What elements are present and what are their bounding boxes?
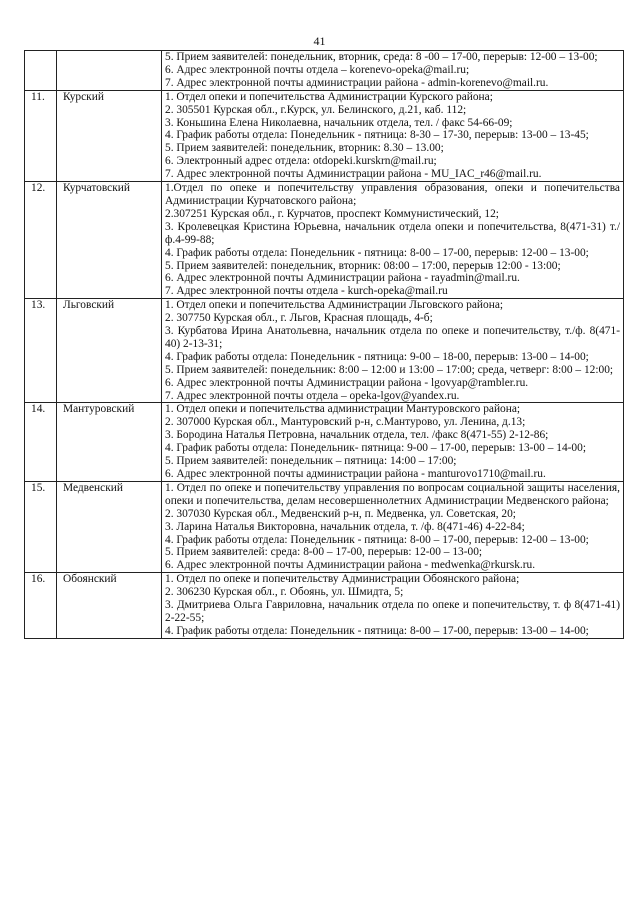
info-line: 2. 307000 Курская обл., Мантуровский р-н, с.Мантурово, ул. Ленина, д.13; <box>165 416 526 429</box>
row-number: 13. <box>25 299 57 403</box>
department-info <box>162 90 624 181</box>
info-line: 3. Ларина Наталья Викторовна, начальник отдела, т. /ф. 8(471-46) 4-22-84; <box>165 520 525 533</box>
page-number: 41 <box>313 34 326 48</box>
table-row <box>25 299 624 403</box>
info-line: 3. Бородина Наталья Петровна, начальник отдела, тел. /факс 8(471-55) 2-12-86; <box>165 429 549 442</box>
info-line: 6. Адрес электронной почты Администрации района - lgovyap@rambler.ru. <box>165 376 529 389</box>
info-line: 3. Кролевецкая Кристина Юрьевна, начальник отдела опеки и попечительства, 8(471-31) т./ф.4-99-88; <box>165 220 620 246</box>
info-line: 4. График работы отдела: Понедельник - пятница: 8-00 – 17-00, перерыв: 13-00 – 14-00; <box>165 624 589 637</box>
info-line: 6. Адрес электронной почты Администрации района - rayadmin@mail.ru. <box>165 272 520 285</box>
guardianship-departments-table <box>24 50 624 639</box>
table-row <box>25 90 624 181</box>
info-line: 5. Прием заявителей: понедельник, вторник: 8.30 – 13.00; <box>165 142 444 155</box>
info-line: 4. График работы отдела: Понедельник - пятница: 8-00 – 17-00, перерыв: 12-00 – 13-00; <box>165 246 589 259</box>
info-line: 6. Адрес электронной почты администрации района - manturovo1710@mail.ru. <box>165 468 546 480</box>
department-info <box>162 573 624 639</box>
info-line: 7. Адрес электронной почты администрации района - admin-korenevo@mail.ru. <box>165 76 549 89</box>
row-number <box>25 51 57 91</box>
info-line: 3. Коньшина Елена Николаевна, начальник отдела, тел. / факс 54-66-09; <box>165 116 513 129</box>
table-row <box>25 51 624 91</box>
info-line: 6. Адрес электронной почты отдела – korenevo-opeka@mail.ru; <box>165 63 470 76</box>
info-line: 1. Отдел опеки и попечительства Администрации Льговского района; <box>165 299 504 312</box>
info-line: 1. Отдел опеки и попечительства Администрации Курского района; <box>165 90 493 103</box>
info-line: 2. 306230 Курская обл., г. Обоянь, ул. Шмидта, 5; <box>165 586 404 599</box>
row-number: 12. <box>25 182 57 299</box>
info-line: 4. График работы отдела: Понедельник - пятница: 8-30 – 17-30, перерыв: 13-00 – 13-45; <box>165 129 589 142</box>
info-line: 1. Отдел опеки и попечительства администрации Мантуровского района; <box>165 403 521 416</box>
table-row <box>25 403 624 481</box>
district-name: Курчатовский <box>57 182 162 299</box>
info-line: 4. График работы отдела: Понедельник - пятница: 8-00 – 17-00, перерыв: 12-00 – 13-00; <box>165 533 589 546</box>
info-line: 2.307251 Курская обл., г. Курчатов, проспект Коммунистический, 12; <box>165 207 499 220</box>
info-line: 4. График работы отдела: Понедельник- пятница: 9-00 – 17-00, перерыв: 13-00 – 14-00; <box>165 442 586 455</box>
department-info <box>162 182 624 299</box>
info-line: 1. Отдел по опеке и попечительству Администрации Обоянского района; <box>165 573 520 586</box>
table-row <box>25 573 624 639</box>
district-name: Курский <box>57 90 162 181</box>
info-line: 5. Прием заявителей: понедельник, вторник, среда: 8 -00 – 17-00, перерыв: 12-00 – 13-00; <box>165 51 598 63</box>
table-row <box>25 481 624 572</box>
department-info <box>162 51 624 91</box>
info-line: 5. Прием заявителей: понедельник, вторник: 08:00 – 17:00, перерыв 12:00 - 13:00; <box>165 259 561 272</box>
department-info <box>162 481 624 572</box>
department-info <box>162 299 624 403</box>
info-line: 3. Дмитриева Ольга Гавриловна, начальник отдела по опеке и попечительству, т. ф 8(471-41) 2-22-55; <box>165 599 620 624</box>
info-line: 3. Курбатова Ирина Анатольевна, начальник отдела по опеке и попечительству, т./ф. 8(471-40) 2-13-31; <box>165 325 620 350</box>
department-info <box>162 403 624 481</box>
info-line: 4. График работы отдела: Понедельник - пятница: 9-00 – 18-00, перерыв: 13-00 – 14-00; <box>165 350 589 363</box>
info-line: 5. Прием заявителей: понедельник – пятница: 14:00 – 17:00; <box>165 455 457 468</box>
district-name: Льговский <box>57 299 162 403</box>
info-line: 7. Адрес электронной почты отдела – opeka-lgov@yandex.ru. <box>165 389 460 402</box>
info-line: 2. 307750 Курская обл., г. Льгов, Красная площадь, 4-б; <box>165 312 433 325</box>
district-name: Медвенский <box>57 481 162 572</box>
info-line: 1.Отдел по опеке и попечительству управления образования, опеки и попечительства Администрации Курчатовского района; <box>165 182 620 207</box>
row-number: 11. <box>25 90 57 181</box>
info-line: 2. 307030 Курская обл., Медвенский р-н, п. Медвенка, ул. Советская, 20; <box>165 507 516 520</box>
info-line: 6. Электронный адрес отдела: otdopeki.kurskrn@mail.ru; <box>165 155 437 168</box>
info-line: 5. Прием заявителей: понедельник: 8:00 – 12:00 и 13:00 – 17:00; среда, четверг: 8:00 – 12:00; <box>165 363 614 376</box>
row-number: 14. <box>25 403 57 481</box>
table-body <box>25 51 624 639</box>
row-number: 16. <box>25 573 57 639</box>
district-name: Мантуровский <box>57 403 162 481</box>
info-line: 1. Отдел по опеке и попечительству управления по вопросам социальной защиты населения, опеки и попечительства, делам несовершеннолетних Администрации Медвенского района; <box>165 481 620 507</box>
info-line: 5. Прием заявителей: среда: 8-00 – 17-00, перерыв: 12-00 – 13-00; <box>165 546 483 559</box>
info-line: 7. Адрес электронной почты отдела - kurch-opeka@mail.ru <box>165 285 448 298</box>
info-line: 6. Адрес электронной почты Администрации района - medwenka@rkursk.ru. <box>165 559 536 572</box>
district-name <box>57 51 162 91</box>
district-name: Обоянский <box>57 573 162 639</box>
table-row <box>25 182 624 299</box>
info-line: 7. Адрес электронной почты Администрации района - MU_IAC_r46@mail.ru. <box>165 168 542 181</box>
info-line: 2. 305501 Курская обл., г.Курск, ул. Белинского, д.21, каб. 112; <box>165 103 467 116</box>
row-number: 15. <box>25 481 57 572</box>
